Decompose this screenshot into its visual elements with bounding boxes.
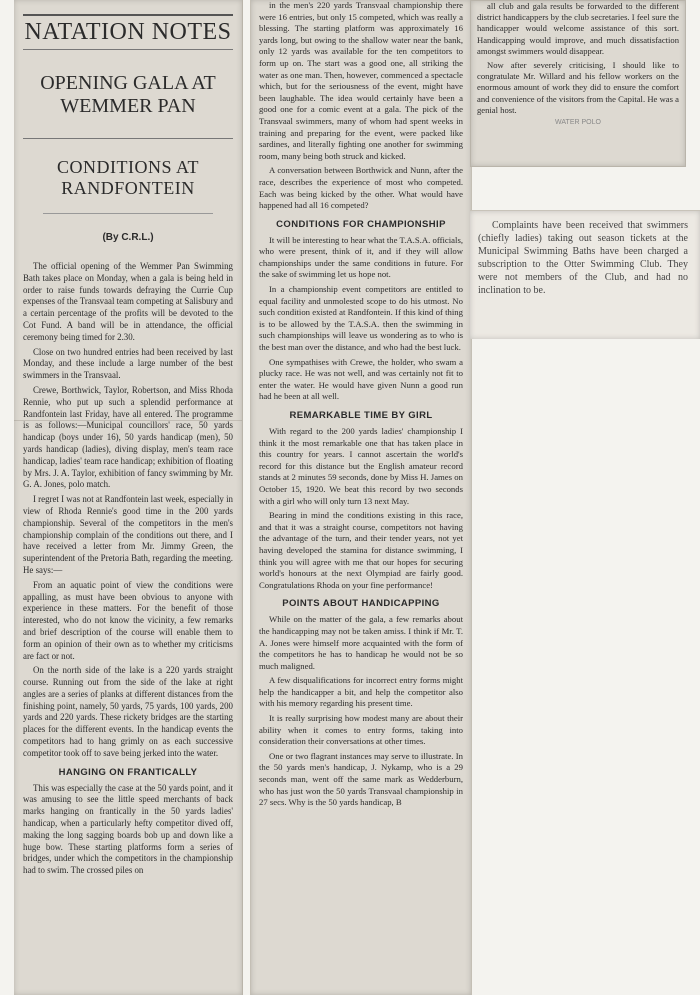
paragraph: Close on two hundred entries had been received by last Monday, and these include a large number of the best swimmers in the Transvaal. [23, 346, 233, 381]
paragraph: One sympathises with Crewe, the holder, who swam a plucky race. He was not well, and was certainly not fit to enter the water. He would have given Nunn a good run had he been at all well. [259, 356, 463, 402]
subhead-hanging-on: HANGING ON FRANTICALLY [58, 766, 198, 778]
subhead-handicapping: POINTS ABOUT HANDICAPPING [282, 598, 440, 610]
paragraph: One or two flagrant instances may serve to illustrate. In the 50 yards men's handicap, J. Nykamp, who is a 29 seconds man, went off the same mark as Wedderburn, who has just won the 50 yards Transvaal championship in 27 secs. Why is the 50 yards handicap, B [259, 750, 463, 808]
paragraph: A conversation between Borthwick and Nunn, after the race, describes the experience of most who competed. Each was being kicked by the other. What would have happened had all 16 competed? [259, 165, 463, 211]
headline-opening-gala: OPENING GALA AT WEMMER PAN [23, 72, 233, 139]
paragraph: In a championship event competitors are entitled to equal facility and unmolested scope to do his utmost. No such condition existed at Randfontein. If this kind of thing is to be allowed by the T.A.S.A. then the swimming in such championships will leave us wondering as to who is the best man over the distance, and who had the best luck. [259, 284, 463, 353]
paragraph: all club and gala results be forwarded to the different district handicappers by the club secretaries. I feel sure the handicapper would welcome assistance of this sort. Handicapping would improve, and much dissatisfaction amongst swimmers would disappear. [477, 1, 679, 56]
paragraph: With regard to the 200 yards ladies' championship I think it the most remarkable one that has taken place in this country for years. I cannot ascertain the world's record for this distance but the English amateur record stands at 2 minutes 59 seconds, done by Miss H. James on October 15, 1920. We beat this record by two seconds with a girl who will only turn 13 next May. [259, 426, 463, 506]
subhead-remarkable-time: REMARKABLE TIME BY GIRL [289, 410, 433, 421]
clipping-column-1 [14, 0, 243, 995]
paragraph: From an aquatic point of view the conditions were appalling, as must have been obvious to anyone with experience in these matters. For the benefit of those interested, who do not know the vicinity, a few remarks and brief description of the course will enable them to form an opinion of their own as to whether my criticisms are fact or not. [23, 579, 233, 661]
byline: (By C.R.L.) [102, 232, 154, 243]
paragraph: Complaints have been received that swimmers (chiefly ladies) taking out season tickets at the Municipal Swimming Baths have been charged a subscription to the Otter Swimming Club. They were not members of the Club, and had no inclination to be. [478, 220, 688, 296]
paragraph: Now after severely criticising, I should like to congratulate Mr. Willard and his fellow workers on the enormous amount of work they did to ensure the comfort and convenience of the visitors from the Capital. He was a genial host. [477, 60, 679, 115]
paragraph: On the north side of the lake is a 220 yards straight course. Running out from the side of the lake at right angles are a series of planks at different distances from the finishing point, namely, 50 yards, 75 yards, 100 yards, 200 yards and 220 yards. These rickety bridges are the starting places for the different events. In the handicap events the competitors had to hang grimly on as each successive competitor took off to save being jerked into the water. [23, 665, 233, 758]
clipping-complaints [470, 210, 700, 339]
paragraph: in the men's 220 yards Transvaal championship there were 16 entries, but only 15 competed, which was really a blessing. The starting platform was approximately 16 yards long, but owing to the shallow water near the bank, only 12 yards was available for the ten competitors to form up on. The start was a good one, all striking the water as one man. Then, however, commenced a spectacle which, but for the seriousness of the event, might have been laughable. The idea would certainly have been a good one for a comic event at a gala. The pick of the Transvaal swimmers, many of whom had spent weeks in training and preparing for the event, were packed like sardines, and literally fighting one another for swimming room, many being both struck and kicked. [259, 0, 463, 161]
paragraph: It will be interesting to hear what the T.A.S.A. officials, who were present, think of it, and if they will allow championships under the same conditions in future. For the sake of swimming let us hope not. [259, 234, 463, 280]
paragraph: The official opening of the Wemmer Pan Swimming Bath takes place on Monday, when a gala is being held in order to raise funds towards defraying the Currie Cup expenses of the Transvaal team competing at Salisbury and a certain percentage of the profits will be devoted to the Cot Fund. A band will be in attendance, the official ceremony being timed for 2.30. [23, 261, 233, 342]
paragraph: I regret I was not at Randfontein last week, especially in view of Rhoda Rennie's good time in the 200 yards championship. Several of the competitors in the men's championship complain of the conditions out there, and I have received a letter from Mr. Jimmy Green, the superintendent of the Pretoria Bath, regarding the meeting. He says:— [23, 494, 233, 575]
fold-crease [14, 420, 242, 421]
paragraph: This was especially the case at the 50 yards point, and it was amusing to see the little speed merchants of back marks hanging on frantically in the 50 yards ladies' handicap, when a particularly hefty competitor dived off, making the long sagging boards bob up and down like a huge bow. These starting platforms form a series of bridges, under which the competitors in the championship had to swim. The crossed piles on [23, 782, 233, 876]
paragraph: Bearing in mind the conditions existing in this race, and that it was a straight course, competitors not having the advantage of the turn, and their tender years, not yet having developed the stamina for distance swimming, I think you will agree with me that our hopes for securing world's honours at the next Olympiad are fairly good. Congratulations Rhoda on your fine performance! [259, 510, 463, 590]
paragraph: It is really surprising how modest many are about their ability when it comes to entry forms, taking into consideration their conversations at other times. [259, 713, 463, 747]
paragraph: A few disqualifications for incorrect entry forms might help the handicapper a bit, and help the competitor also with his memory regarding his present time. [259, 675, 463, 709]
subhead-conditions-championship: CONDITIONS FOR CHAMPIONSHIP [276, 218, 446, 230]
clipping-column-2 [250, 0, 472, 995]
paragraph: While on the matter of the gala, a few remarks about the handicapping may not be taken amiss. I think if Mr. T. A. Jones were himself more acquainted with the form of the competitors he has to handicap he would not be so much maligned. [259, 614, 463, 671]
masthead-title: NATATION NOTES [23, 14, 233, 50]
clipping-column-3 [470, 0, 686, 167]
headline-conditions: CONDITIONS AT RANDFONTEIN [56, 157, 199, 198]
divider [43, 213, 213, 214]
paragraph: Crewe, Borthwick, Taylor, Robertson, and Miss Rhoda Rennie, who put up such a splendid performance at Randfontein last Friday, have all entered. The programme is as follows:—Municipal councillors' race, 50 yards handicap (boys under 16), 50 yards handicap (men), 50 yards handicap (ladies), diving display, men's team race handicap, ladies' team race handicap; exhibition of floating by Mrs. J. A. Taylor, exhibition of fancy swimming by Mr. G. A. Jones, polo match. [23, 384, 233, 490]
cutoff-heading: WATER POLO [555, 119, 601, 127]
